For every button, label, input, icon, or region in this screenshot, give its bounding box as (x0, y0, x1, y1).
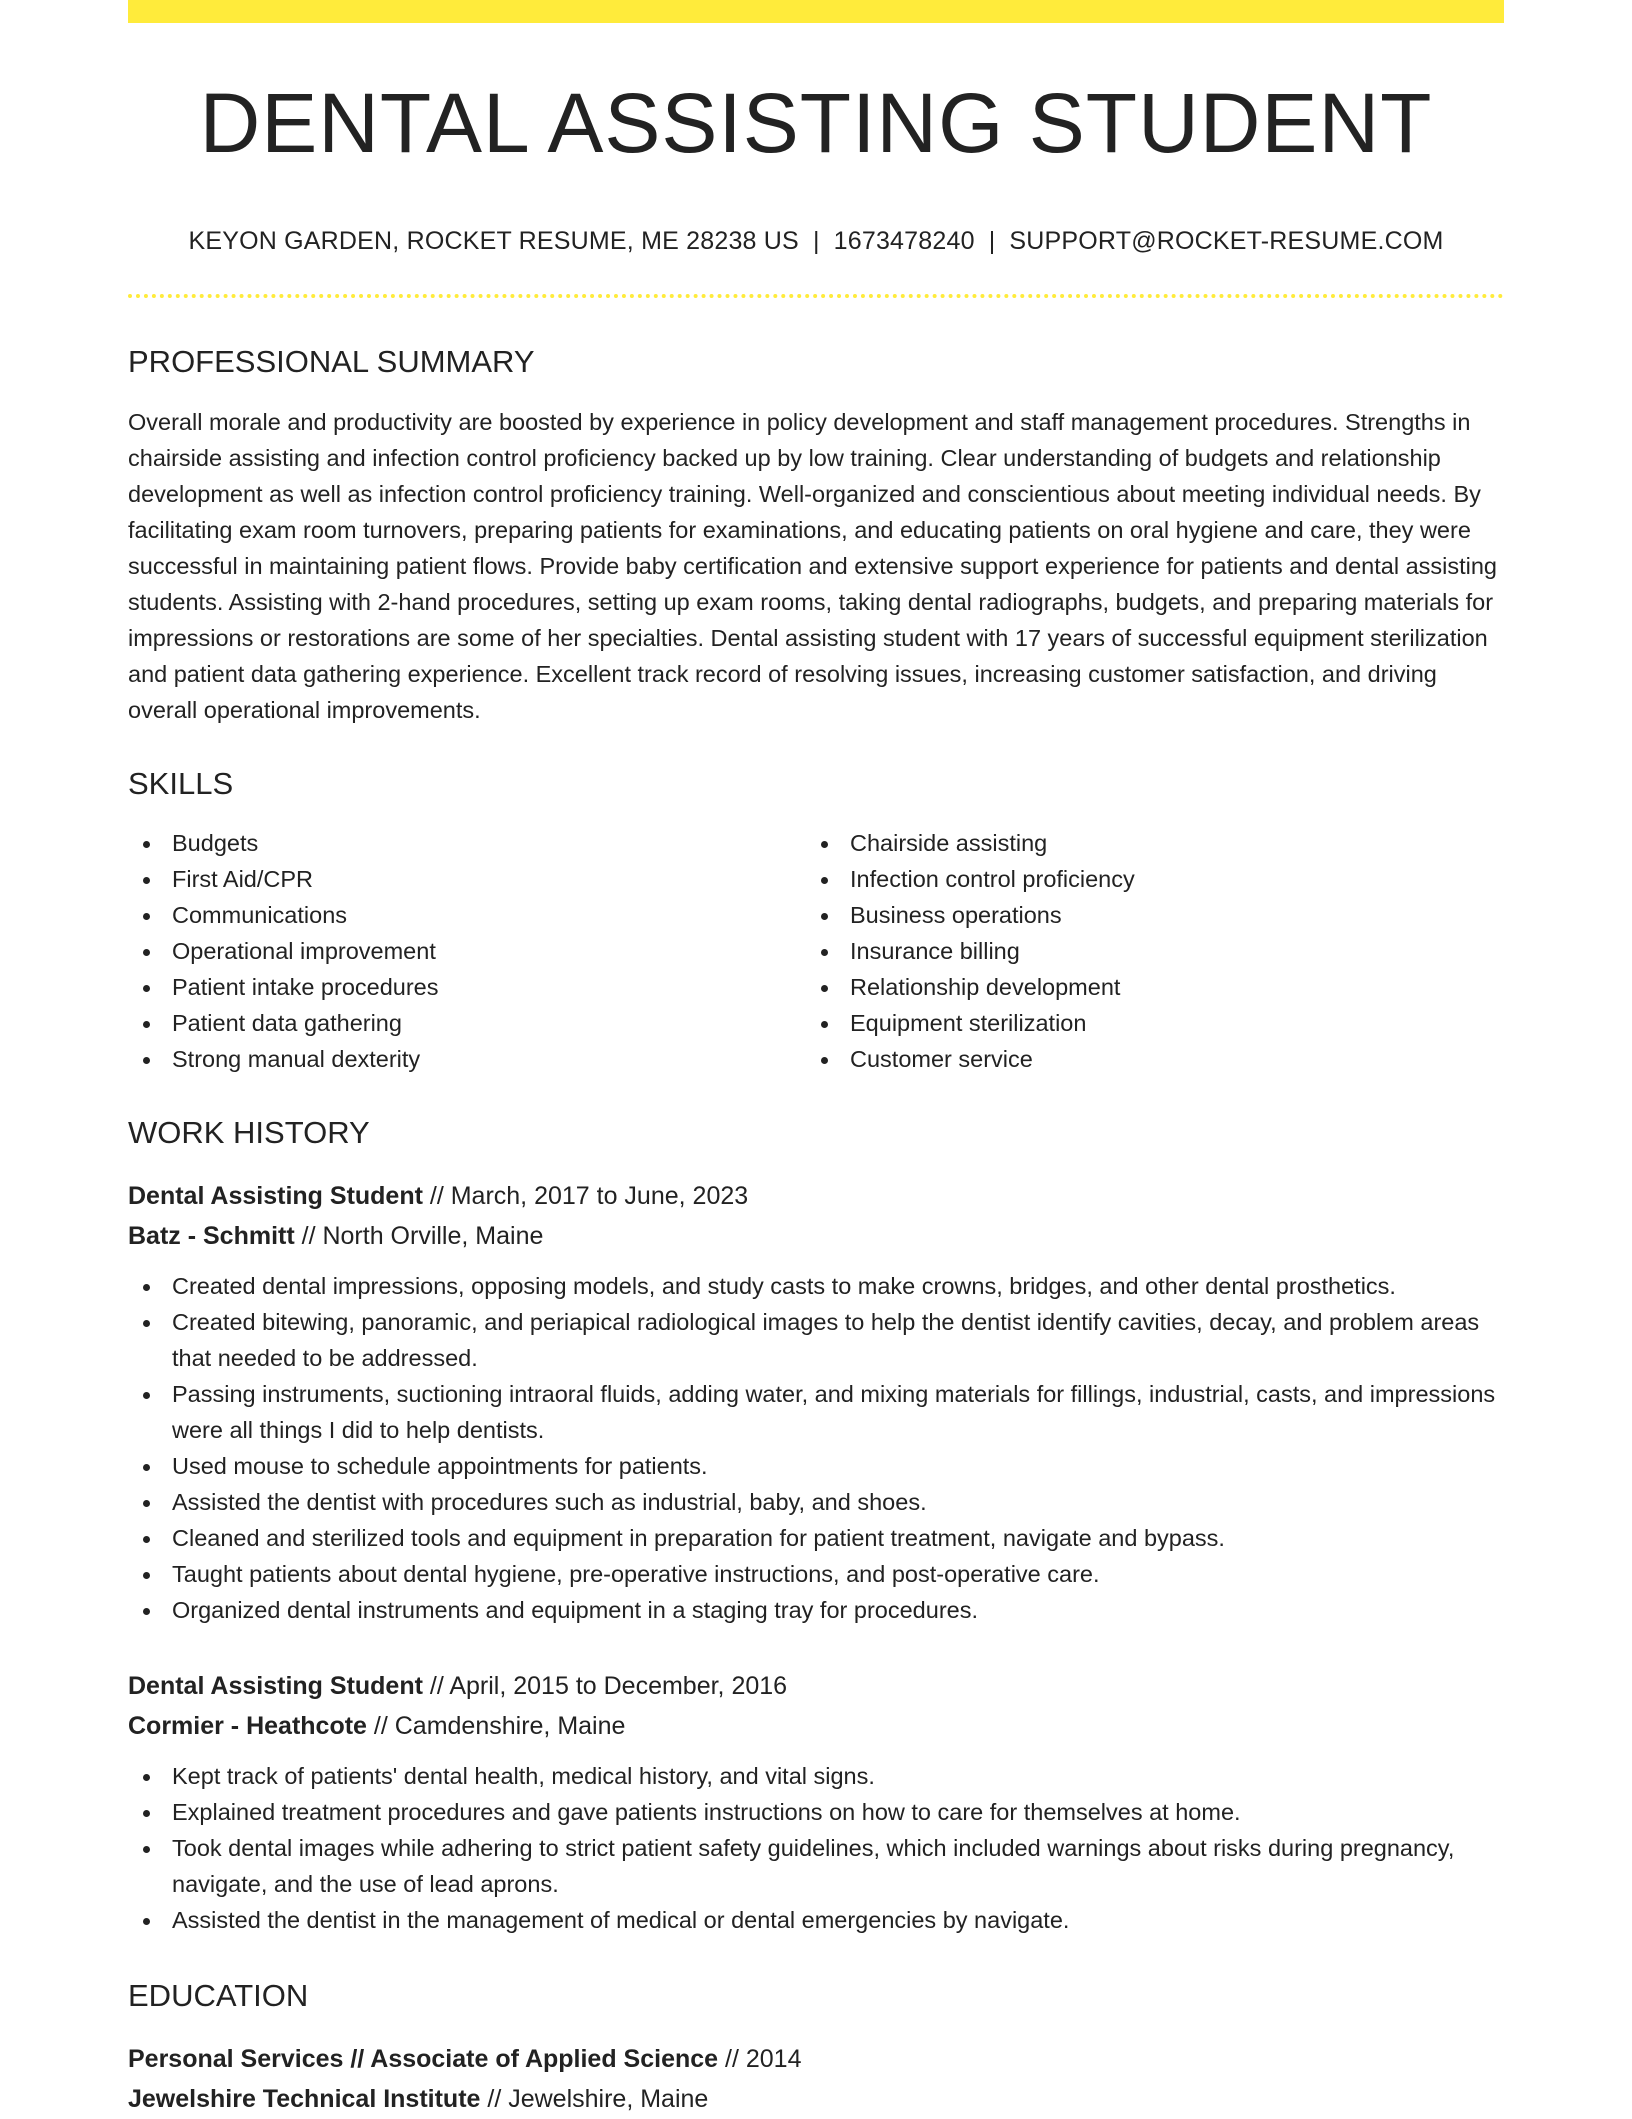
education-location: // Jewelshire, Maine (487, 2085, 709, 2113)
skill-item: Equipment sterilization (806, 1005, 1484, 1041)
duty-item: Kept track of patients' dental health, medical history, and vital signs. (128, 1758, 1504, 1794)
skill-item: Patient intake procedures (128, 969, 806, 1005)
contact-email: SUPPORT@ROCKET-RESUME.COM (1009, 227, 1444, 255)
skill-item: Chairside assisting (806, 825, 1484, 861)
skill-item: Relationship development (806, 969, 1484, 1005)
skills-column-right (806, 825, 1484, 1077)
duty-item: Took dental images while adhering to strict patient safety guidelines, which included warnings about risks during pregnancy, navigate, and the use of lead aprons. (128, 1830, 1504, 1902)
duty-item: Created dental impressions, opposing models, and study casts to make crowns, bridges, and other dental prosthetics. (128, 1268, 1504, 1304)
duty-item: Passing instruments, suctioning intraoral fluids, adding water, and mixing materials for fillings, industrial, casts, and impressions were all things I did to help dentists. (128, 1376, 1504, 1448)
resume-page (128, 0, 1504, 2119)
job-dates: // March, 2017 to June, 2023 (429, 1182, 749, 1210)
skill-item: Customer service (806, 1041, 1484, 1077)
job-duties (128, 1268, 1504, 1628)
duty-item: Organized dental instruments and equipment in a staging tray for procedures. (128, 1592, 1504, 1628)
contact-phone: 1673478240 (833, 227, 975, 255)
job-role: Dental Assisting Student (128, 1182, 423, 1210)
education-entry (128, 2039, 1504, 2119)
work-history-heading: WORK HISTORY (128, 1115, 370, 1150)
job-duties (128, 1758, 1504, 1938)
job-role: Dental Assisting Student (128, 1672, 423, 1700)
job-entry (128, 1176, 1504, 1628)
job-entry (128, 1666, 1504, 1938)
skill-item: Infection control proficiency (806, 861, 1484, 897)
job-company-line (128, 1216, 1504, 1256)
duty-item: Explained treatment procedures and gave patients instructions on how to care for themselves at home. (128, 1794, 1504, 1830)
skill-item: First Aid/CPR (128, 861, 806, 897)
contact-address: KEYON GARDEN, ROCKET RESUME, ME 28238 US (188, 227, 799, 255)
skills-list (128, 825, 1504, 1077)
duty-item: Cleaned and sterilized tools and equipment in preparation for patient treatment, navigate and bypass. (128, 1520, 1504, 1556)
skill-item: Business operations (806, 897, 1484, 933)
skill-item: Budgets (128, 825, 806, 861)
resume-title: DENTAL ASSISTING STUDENT (199, 76, 1433, 170)
summary-heading: PROFESSIONAL SUMMARY (128, 344, 535, 379)
skill-item: Patient data gathering (128, 1005, 806, 1041)
education-year: // 2014 (725, 2045, 802, 2073)
duty-item: Assisted the dentist in the management of medical or dental emergencies by navigate. (128, 1902, 1504, 1938)
skill-item: Insurance billing (806, 933, 1484, 969)
job-company: Batz - Schmitt (128, 1222, 295, 1250)
job-company: Cormier - Heathcote (128, 1712, 367, 1740)
contact-separator: | (812, 227, 820, 255)
skill-item: Operational improvement (128, 933, 806, 969)
summary-text: Overall morale and productivity are boosted by experience in policy development and staff management procedures. Strengths in chairside assisting and infection control proficiency backed up by low training. Clear understanding of budgets and relationship development as well as infection control proficiency training. Well-organized and conscientious about meeting individual needs. By facilitating exam room turnovers, preparing patients for examinations, and educating patients on oral hygiene and care, they were successful in maintaining patient flows. Provide baby certification and extensive support experience for patients and dental assisting students. Assisting with 2-hand procedures, setting up exam rooms, taking dental radiographs, budgets, and preparing materials for impressions or restorations are some of her specialties. Dental assisting student with 17 years of successful equipment sterilization and patient data gathering experience. Excellent track record of resolving issues, increasing customer satisfaction, and driving overall operational improvements. (128, 409, 1498, 723)
education-heading: EDUCATION (128, 1978, 309, 2013)
skill-item: Communications (128, 897, 806, 933)
job-location: // Camdenshire, Maine (373, 1712, 626, 1740)
contact-separator: | (988, 227, 996, 255)
skills-heading: SKILLS (128, 766, 234, 801)
job-dates: // April, 2015 to December, 2016 (429, 1672, 788, 1700)
skills-column-left (128, 825, 806, 1077)
top-accent-bar (128, 0, 1504, 23)
job-role-line (128, 1666, 1504, 1706)
duty-item: Assisted the dentist with procedures such as industrial, baby, and shoes. (128, 1484, 1504, 1520)
skill-item: Strong manual dexterity (128, 1041, 806, 1077)
job-location: // North Orville, Maine (301, 1222, 544, 1250)
contact-line (128, 229, 1504, 254)
duty-item: Used mouse to schedule appointments for patients. (128, 1448, 1504, 1484)
job-role-line (128, 1176, 1504, 1216)
education-school: Jewelshire Technical Institute (128, 2085, 481, 2113)
duty-item: Created bitewing, panoramic, and periapical radiological images to help the dentist identify cavities, decay, and problem areas that needed to be addressed. (128, 1304, 1504, 1376)
education-degree: Personal Services // Associate of Applied Science (128, 2045, 719, 2073)
education-school-line (128, 2079, 1504, 2119)
duty-item: Taught patients about dental hygiene, pre-operative instructions, and post-operative care. (128, 1556, 1504, 1592)
job-company-line (128, 1706, 1504, 1746)
dotted-divider (128, 294, 1504, 298)
education-degree-line (128, 2039, 1504, 2079)
